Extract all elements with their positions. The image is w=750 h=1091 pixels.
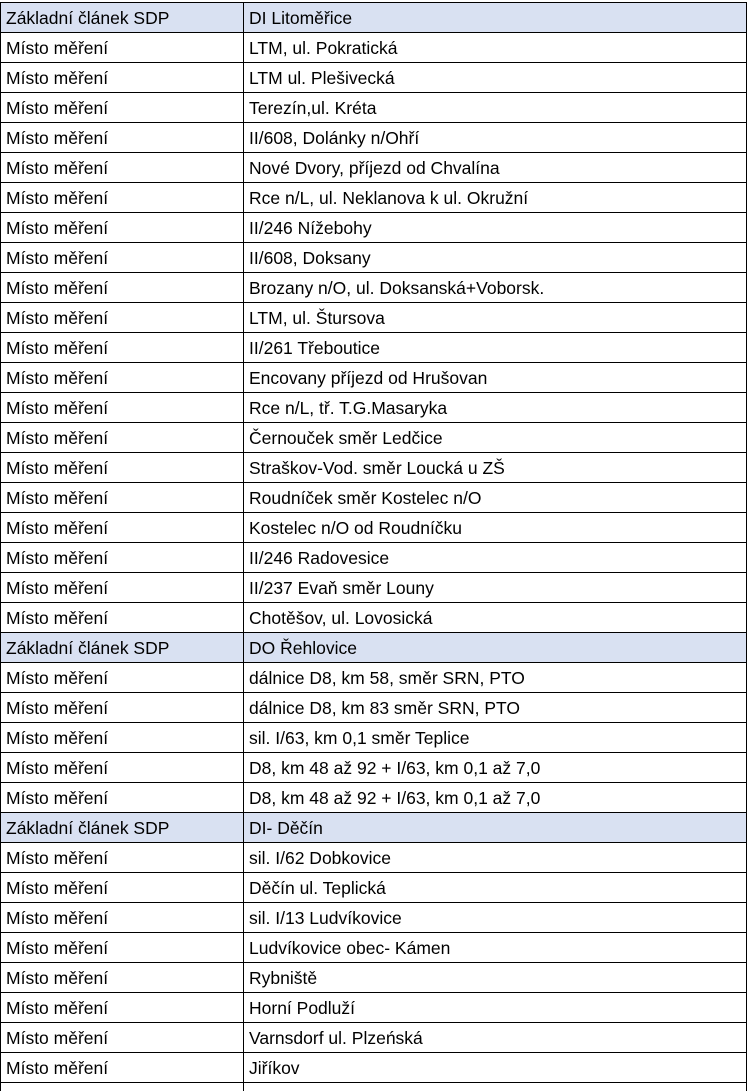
location-cell[interactable]: Děčín ul. Teplická [244, 873, 747, 903]
location-cell[interactable]: Ludvíkovice obec- Kámen [244, 933, 747, 963]
category-cell[interactable]: Místo měření [1, 723, 244, 753]
category-cell[interactable]: Místo měření [1, 483, 244, 513]
category-cell[interactable]: Místo měření [1, 333, 244, 363]
location-cell[interactable]: Jiříkov [244, 1053, 747, 1083]
category-cell[interactable]: Místo měření [1, 873, 244, 903]
category-cell[interactable]: Místo měření [1, 423, 244, 453]
spreadsheet-table [0, 2, 747, 1091]
category-cell[interactable]: Místo měření [1, 573, 244, 603]
category-cell[interactable]: Místo měření [1, 123, 244, 153]
location-cell[interactable]: Roudníček směr Kostelec n/O [244, 483, 747, 513]
table-row [1, 423, 747, 453]
table-row [1, 513, 747, 543]
location-cell[interactable]: LTM, ul. Pokratická [244, 33, 747, 63]
category-cell[interactable]: Místo měření [1, 63, 244, 93]
location-cell[interactable]: LTM ul. Plešivecká [244, 63, 747, 93]
category-cell[interactable]: Místo měření [1, 153, 244, 183]
table-row [1, 93, 747, 123]
table-row [1, 453, 747, 483]
partial-row [1, 1083, 747, 1091]
location-cell[interactable]: Kostelec n/O od Roudníčku [244, 513, 747, 543]
location-cell[interactable]: sil. I/13 Ludvíkovice [244, 903, 747, 933]
location-cell[interactable]: Encovany příjezd od Hrušovan [244, 363, 747, 393]
table-row [1, 33, 747, 63]
location-cell[interactable]: II/608, Doksany [244, 243, 747, 273]
location-cell[interactable]: D8, km 48 až 92 + I/63, km 0,1 až 7,0 [244, 753, 747, 783]
location-cell[interactable]: II/237 Evaň směr Louny [244, 573, 747, 603]
table-row [1, 1053, 747, 1083]
category-cell[interactable]: Místo měření [1, 393, 244, 423]
table-row [1, 243, 747, 273]
category-cell[interactable]: Místo měření [1, 93, 244, 123]
table-row [1, 1023, 747, 1053]
category-cell[interactable]: Místo měření [1, 363, 244, 393]
category-cell[interactable]: Místo měření [1, 993, 244, 1023]
section-name-cell[interactable]: DI Litoměřice [244, 3, 747, 33]
location-cell[interactable]: sil. I/62 Dobkovice [244, 843, 747, 873]
category-cell[interactable]: Místo měření [1, 693, 244, 723]
table-row [1, 663, 747, 693]
table-row [1, 573, 747, 603]
location-cell[interactable]: II/246 Radovesice [244, 543, 747, 573]
table-row [1, 783, 747, 813]
table-row [1, 933, 747, 963]
table-row [1, 123, 747, 153]
table-row [1, 393, 747, 423]
location-cell[interactable]: II/261 Třeboutice [244, 333, 747, 363]
category-cell[interactable]: Místo měření [1, 543, 244, 573]
location-cell[interactable]: LTM, ul. Štursova [244, 303, 747, 333]
empty-cell[interactable] [1, 1083, 244, 1091]
section-category-cell[interactable]: Základní článek SDP [1, 813, 244, 843]
location-cell[interactable]: Rce n/L, tř. T.G.Masaryka [244, 393, 747, 423]
section-header-row [1, 633, 747, 663]
table-row [1, 213, 747, 243]
section-name-cell[interactable]: DO Řehlovice [244, 633, 747, 663]
location-cell[interactable]: Rybniště [244, 963, 747, 993]
table-row [1, 303, 747, 333]
table-row [1, 843, 747, 873]
category-cell[interactable]: Místo měření [1, 243, 244, 273]
category-cell[interactable]: Místo měření [1, 1023, 244, 1053]
category-cell[interactable]: Místo měření [1, 303, 244, 333]
category-cell[interactable]: Místo měření [1, 1053, 244, 1083]
section-category-cell[interactable]: Základní článek SDP [1, 3, 244, 33]
section-header-row [1, 813, 747, 843]
category-cell[interactable]: Místo měření [1, 603, 244, 633]
category-cell[interactable]: Místo měření [1, 663, 244, 693]
location-cell[interactable]: D8, km 48 až 92 + I/63, km 0,1 až 7,0 [244, 783, 747, 813]
location-cell[interactable]: Horní Podluží [244, 993, 747, 1023]
category-cell[interactable]: Místo měření [1, 933, 244, 963]
table-row [1, 333, 747, 363]
location-cell[interactable]: Černouček směr Ledčice [244, 423, 747, 453]
category-cell[interactable]: Místo měření [1, 213, 244, 243]
location-cell[interactable]: Varnsdorf ul. Plzeńská [244, 1023, 747, 1053]
location-cell[interactable]: II/246 Nížebohy [244, 213, 747, 243]
table-row [1, 693, 747, 723]
empty-cell[interactable] [244, 1083, 747, 1091]
table-row [1, 723, 747, 753]
location-cell[interactable]: Chotěšov, ul. Lovosická [244, 603, 747, 633]
table-row [1, 873, 747, 903]
category-cell[interactable]: Místo měření [1, 183, 244, 213]
spreadsheet-body [1, 3, 747, 1091]
table-row [1, 543, 747, 573]
location-cell[interactable]: Brozany n/O, ul. Doksanská+Voborsk. [244, 273, 747, 303]
category-cell[interactable]: Místo měření [1, 453, 244, 483]
table-row [1, 363, 747, 393]
category-cell[interactable]: Místo měření [1, 513, 244, 543]
location-cell[interactable]: Rce n/L, ul. Neklanova k ul. Okružní [244, 183, 747, 213]
category-cell[interactable]: Místo měření [1, 273, 244, 303]
category-cell[interactable]: Místo měření [1, 33, 244, 63]
category-cell[interactable]: Místo měření [1, 843, 244, 873]
table-row [1, 903, 747, 933]
location-cell[interactable]: dálnice D8, km 58, směr SRN, PTO [244, 663, 747, 693]
table-row [1, 153, 747, 183]
category-cell[interactable]: Místo měření [1, 903, 244, 933]
table-row [1, 993, 747, 1023]
location-cell[interactable]: Straškov-Vod. směr Loucká u ZŠ [244, 453, 747, 483]
location-cell[interactable]: Terezín,ul. Kréta [244, 93, 747, 123]
section-category-cell[interactable]: Základní článek SDP [1, 633, 244, 663]
table-row [1, 483, 747, 513]
table-row [1, 63, 747, 93]
location-cell[interactable]: sil. I/63, km 0,1 směr Teplice [244, 723, 747, 753]
table-row [1, 273, 747, 303]
table-row [1, 963, 747, 993]
location-cell[interactable]: Nové Dvory, příjezd od Chvalína [244, 153, 747, 183]
table-row [1, 183, 747, 213]
category-cell[interactable]: Místo měření [1, 753, 244, 783]
location-cell[interactable]: dálnice D8, km 83 směr SRN, PTO [244, 693, 747, 723]
table-row [1, 603, 747, 633]
location-cell[interactable]: II/608, Dolánky n/Ohří [244, 123, 747, 153]
category-cell[interactable]: Místo měření [1, 783, 244, 813]
section-name-cell[interactable]: DI- Děčín [244, 813, 747, 843]
category-cell[interactable]: Místo měření [1, 963, 244, 993]
section-header-row [1, 3, 747, 33]
table-row [1, 753, 747, 783]
